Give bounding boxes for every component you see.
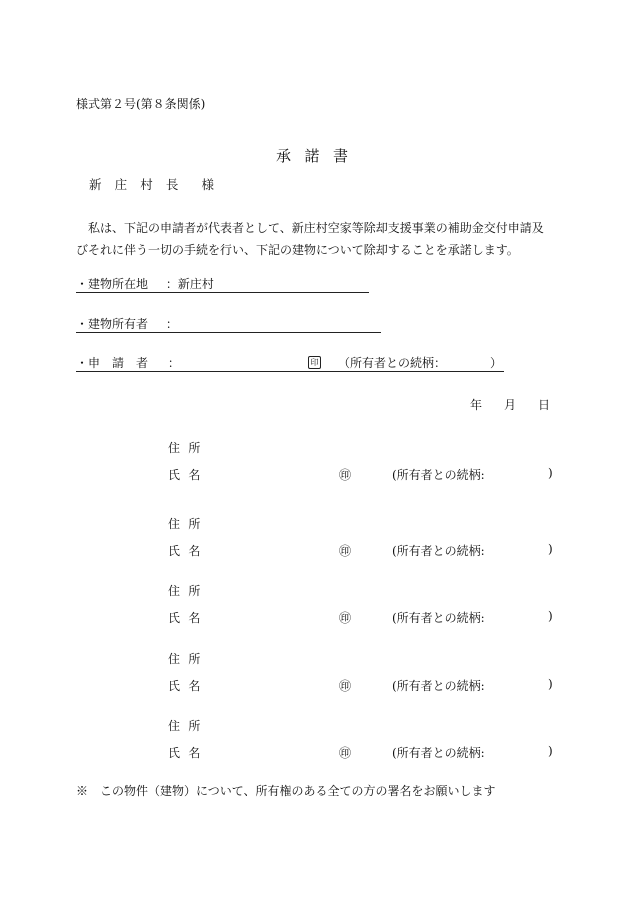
name-label: 氏名 (168, 746, 209, 760)
statement-line: 私は、下記の申請者が代表者として、新庄村空家等除却支援事業の補助金交付申請及 (88, 221, 544, 235)
address-label: 住所 (168, 441, 209, 455)
applicant-colon: ： (167, 356, 180, 370)
statement-line: びそれに伴う一切の手続を行い、下記の建物について除却することを承諾します。 (76, 243, 519, 257)
date-day: 日 (538, 398, 551, 412)
signer-block (0, 582, 630, 642)
building-owner-label: ・建物所有者 (76, 317, 149, 331)
building-owner-field (76, 318, 178, 330)
building-location-value[interactable]: 新庄村 (177, 277, 214, 291)
signer-block (0, 717, 630, 777)
relation-close: ) (548, 744, 553, 758)
address-label: 住所 (168, 517, 209, 531)
consent-statement (76, 217, 560, 261)
relation-label: (所有者との続柄: (392, 679, 485, 693)
applicant-field (76, 356, 503, 370)
applicant-relation-close: ） (490, 356, 503, 370)
address-label: 住所 (168, 652, 209, 666)
seal-icon: ㊞ (339, 611, 352, 625)
relation-label: (所有者との続柄: (392, 746, 485, 760)
applicant-relation-label: （所有者との続柄： (338, 356, 447, 370)
address-label: 住所 (168, 719, 209, 733)
building-location-field (76, 278, 214, 290)
seal-icon: ㊞ (339, 468, 352, 482)
relation-label: (所有者との続柄: (392, 468, 485, 482)
name-label: 氏名 (168, 611, 209, 625)
building-location-label: ・建物所在地 (76, 277, 149, 291)
form-number: 様式第２号(第８条関係) (76, 97, 206, 111)
relation-close: ) (548, 609, 553, 623)
name-label: 氏名 (168, 544, 209, 558)
addressee-honorific: 様 (201, 177, 215, 192)
seal-icon: ㊞ (339, 544, 352, 558)
building-owner-underline (76, 332, 381, 333)
footnote: ※ この物件（建物）について、所有権のある全ての方の署名をお願いします (76, 784, 496, 798)
applicant-underline (76, 371, 504, 372)
date-line (470, 399, 550, 411)
address-label: 住所 (168, 584, 209, 598)
name-label: 氏名 (168, 679, 209, 693)
addressee (89, 179, 214, 192)
relation-label: (所有者との続柄: (392, 544, 485, 558)
document-title: 承諾書 (276, 147, 362, 165)
relation-close: ) (548, 677, 553, 691)
addressee-name: 新庄村長 (89, 177, 192, 192)
relation-close: ) (548, 542, 553, 556)
signer-block (0, 650, 630, 710)
applicant-seal-icon: 印 (308, 356, 321, 369)
signer-block (0, 515, 630, 575)
date-year: 年 (470, 398, 483, 412)
building-location-underline (76, 292, 369, 293)
building-owner-colon: ： (165, 317, 178, 331)
relation-label: (所有者との続柄: (392, 611, 485, 625)
seal-icon: ㊞ (339, 746, 352, 760)
name-label: 氏名 (168, 468, 209, 482)
date-month: 月 (504, 398, 517, 412)
signer-block (0, 439, 630, 499)
seal-icon: ㊞ (339, 679, 352, 693)
building-location-colon: ： (165, 277, 178, 291)
applicant-label: ・申 請 者 (76, 356, 149, 370)
relation-close: ) (548, 466, 553, 480)
